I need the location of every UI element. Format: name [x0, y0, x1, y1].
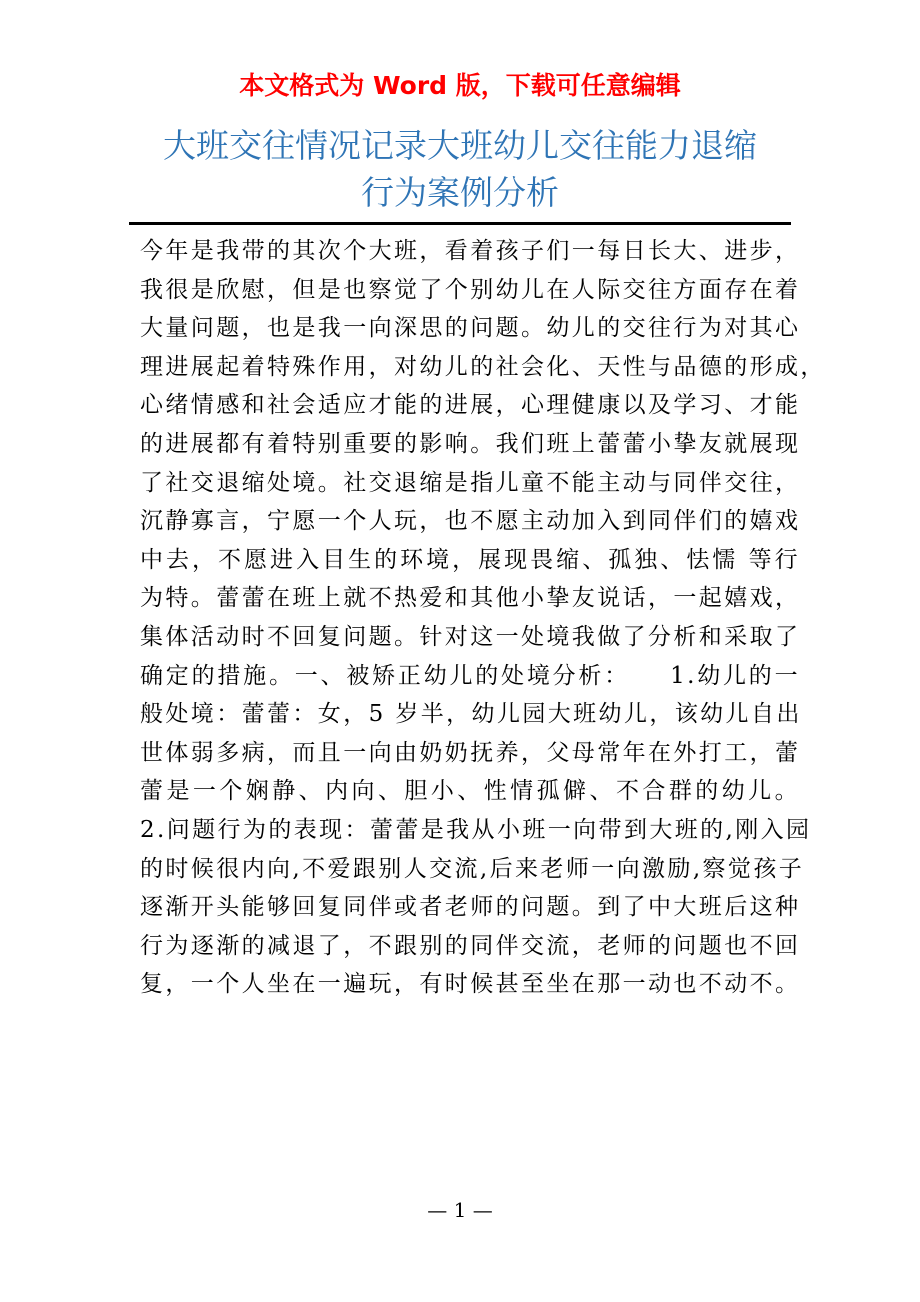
body-line: 沉静寡言，宁愿一个人玩，也不愿主动加入到同伴们的嬉戏 — [140, 508, 801, 535]
body-line: 的进展都有着特别重要的影响。我们班上蕾蕾小挚友就展现 — [140, 430, 801, 457]
body-line: 了社交退缩处境。社交退缩是指儿童不能主动与同伴交往， — [140, 469, 801, 496]
body-line: 的时候很内向,不爱跟别人交流,后来老师一向激励,察觉孩子 — [140, 855, 805, 882]
body-line: 心绪情感和社会适应才能的进展，心理健康以及学习、才能 — [140, 392, 801, 419]
body-line: 大量问题，也是我一向深思的问题。幼儿的交往行为对其心 — [140, 315, 801, 342]
body-line: 蕾是一个娴静、内向、胆小、性情孤僻、不合群的幼儿。 — [140, 778, 800, 805]
title-line-2: 行为案例分析 — [361, 173, 559, 212]
body-line: 我很是欣慰，但是也察觉了个别幼儿在人际交往方面存在着 — [140, 276, 801, 303]
body-line: 为特。蕾蕾在班上就不热爱和其他小挚友说话，一起嬉戏， — [140, 585, 801, 612]
body-line: 理进展起着特殊作用，对幼儿的社会化、天性与品德的形成， — [140, 353, 826, 380]
body-line: 确定的措施。一、被矫正幼儿的处境分析： 1.幼儿的一 — [140, 662, 800, 689]
body-line: 复，一个人坐在一遍玩，有时候甚至坐在那一动也不动不。 — [140, 971, 801, 998]
body-line: 世体弱多病，而且一向由奶奶抚养，父母常年在外打工，蕾 — [140, 739, 801, 766]
document-title — [129, 122, 791, 216]
body-line: 般处境：蕾蕾：女，5 岁半，幼儿园大班幼儿，该幼儿自出 — [140, 701, 802, 728]
body-line: 逐渐开头能够回复同伴或者老师的问题。到了中大班后这种 — [140, 894, 801, 921]
body-line: 今年是我带的其次个大班，看着孩子们一每日长大、进步， — [140, 238, 801, 264]
body-line: 中去，不愿进入目生的环境，展现畏缩、孤独、怯懦 等行 — [140, 546, 800, 573]
format-notice: 本文格式为 Word 版，下载可任意编辑 — [239, 71, 681, 100]
body-line: 行为逐渐的减退了，不跟别的同伴交流，老师的问题也不回 — [140, 932, 801, 959]
body-text — [140, 232, 826, 1004]
title-divider — [129, 222, 791, 225]
page-number: — 1 — — [427, 1198, 493, 1222]
body-line: 2.问题行为的表现：蕾蕾是我从小班一向带到大班的,刚入园 — [140, 816, 812, 843]
title-line-1: 大班交往情况记录大班幼儿交往能力退缩 — [163, 126, 757, 165]
body-line: 集体活动时不回复问题。针对这一处境我做了分析和采取了 — [140, 623, 801, 650]
